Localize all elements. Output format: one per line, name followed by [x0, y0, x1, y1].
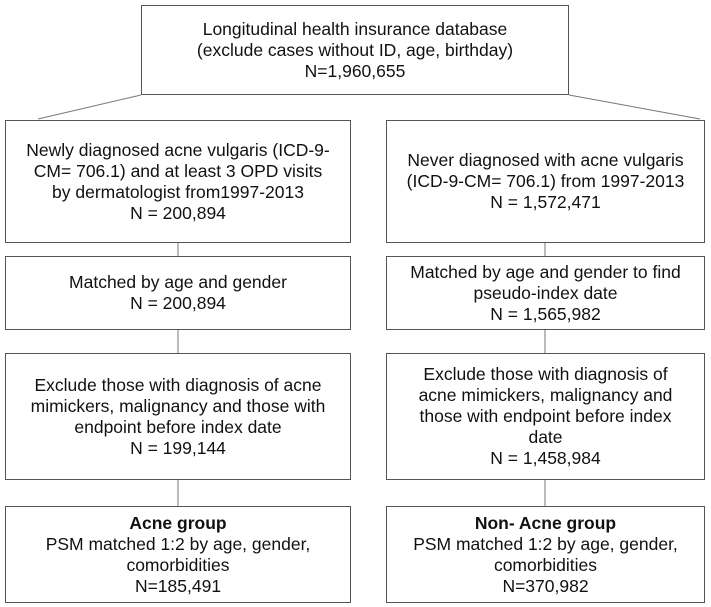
- right-step1-line1: Never diagnosed with acne vulgaris: [407, 150, 684, 170]
- right-step3-count: N = 1,458,984: [490, 448, 601, 468]
- left-step1-line1: Newly diagnosed acne vulgaris (ICD-9-: [26, 139, 330, 160]
- acne-group-count: N=185,491: [134, 575, 222, 596]
- right-box-matched: [386, 256, 705, 330]
- right-box-exclude: [386, 353, 705, 480]
- non-acne-group-title: Non- Acne group: [474, 512, 617, 533]
- right-step3-line3: those with endpoint before index: [419, 406, 672, 426]
- right-step3-line1: Exclude those with diagnosis of: [423, 364, 668, 384]
- left-box-acne-group: [5, 506, 351, 603]
- left-step3-line3: endpoint before index date: [74, 416, 282, 437]
- right-step1-line2: (ICD-9-CM= 706.1) from 1997-2013: [406, 171, 685, 191]
- acne-group-line1: PSM matched 1:2 by age, gender,: [45, 533, 311, 554]
- top-box-subtitle: (exclude cases without ID, age, birthday): [196, 39, 514, 60]
- left-box-exclude: [5, 353, 351, 480]
- left-box-matched: [5, 256, 351, 330]
- right-step2-line1: Matched by age and gender to find: [410, 261, 681, 282]
- left-step3-line1: Exclude those with diagnosis of acne: [34, 374, 322, 395]
- right-step2-line2: pseudo-index date: [473, 282, 618, 303]
- left-step2-line1: Matched by age and gender: [69, 272, 287, 292]
- left-step3-line2: mimickers, malignancy and those with: [30, 395, 326, 416]
- non-acne-group-count: N=370,982: [502, 575, 589, 596]
- connector-top-to-right: [569, 95, 700, 119]
- connector-top-to-left: [38, 95, 141, 119]
- acne-group-line2: comorbidities: [126, 554, 230, 575]
- acne-group-title: Acne group: [129, 512, 227, 533]
- right-box-non-acne-group: [386, 506, 705, 603]
- top-box-title: Longitudinal health insurance database: [202, 18, 508, 39]
- right-box-never-diagnosed: [386, 120, 705, 243]
- right-step1-count: N = 1,572,471: [490, 192, 601, 212]
- right-step3-line4: date: [528, 427, 563, 447]
- non-acne-group-line2: comorbidities: [493, 554, 598, 575]
- left-step2-count: N = 200,894: [130, 293, 226, 313]
- right-step2-count: N = 1,565,982: [490, 303, 601, 324]
- left-step1-line3: by dermatologist from1997-2013: [52, 181, 304, 202]
- left-step3-count: N = 199,144: [130, 437, 226, 458]
- left-step1-count: N = 200,894: [130, 202, 226, 223]
- top-box-database: [141, 5, 569, 95]
- left-box-newly-diagnosed: [5, 120, 351, 243]
- top-box-count: N=1,960,655: [304, 60, 406, 81]
- right-step3-line2: acne mimickers, malignancy and: [418, 385, 673, 405]
- non-acne-group-line1: PSM matched 1:2 by age, gender,: [413, 533, 678, 554]
- left-step1-line2: CM= 706.1) and at least 3 OPD visits: [33, 160, 323, 181]
